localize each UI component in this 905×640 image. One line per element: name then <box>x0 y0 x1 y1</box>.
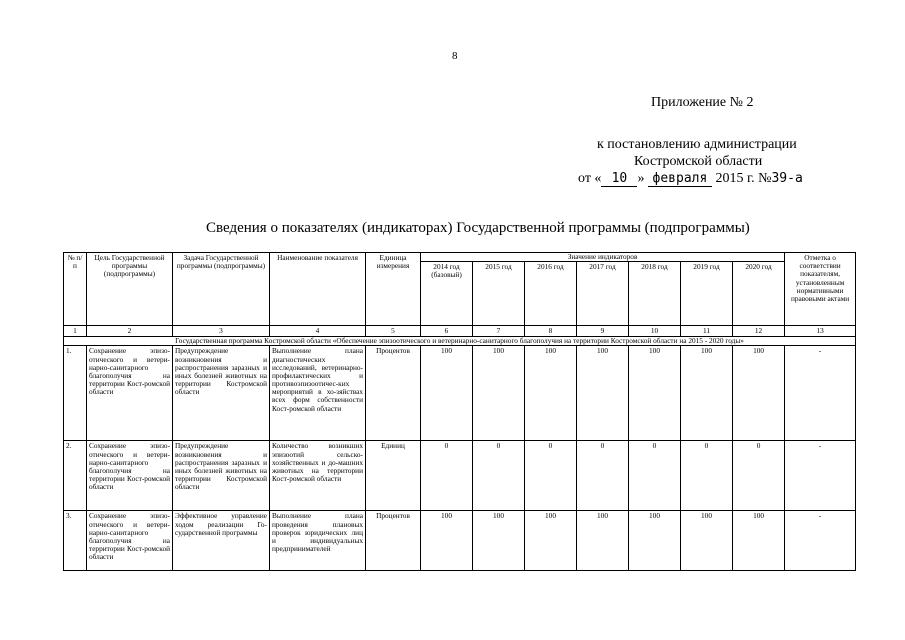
row-num: 1. <box>64 346 87 441</box>
column-number: 6 <box>421 326 473 337</box>
row-value: 100 <box>681 511 733 571</box>
row-value: 0 <box>577 441 629 511</box>
header-task: Задача Государственной программы (подпрограммы) <box>173 253 270 326</box>
header-year: 2018 год <box>629 262 681 326</box>
row-unit: Единиц <box>366 441 421 511</box>
row-value: 100 <box>525 346 577 441</box>
row-task: Эффективное управление ходом реализации Го-сударственной программы <box>173 511 270 571</box>
header-year: 2014 год (базовый) <box>421 262 473 326</box>
row-value: 100 <box>421 511 473 571</box>
row-task: Предупреждение возникновения и распространения заразных и иных болезней животных на территории Костромской области <box>173 346 270 441</box>
column-number: 1 <box>64 326 87 337</box>
row-mark: - <box>785 346 856 441</box>
column-number: 4 <box>270 326 366 337</box>
table-row <box>64 346 856 441</box>
header-year: 2020 год <box>733 262 785 326</box>
row-value: 100 <box>473 346 525 441</box>
decree-line-1: к постановлению администрации <box>597 137 797 152</box>
header-values-group: Значение индикаторов <box>421 253 785 262</box>
row-value: 100 <box>733 511 785 571</box>
row-indicator: Выполнение плана диагностических исследований, ветеринарно-профилактических и противоэпизоотичес-ких мероприятий в хо-зяйствах всех форм собственности Кост-ромской области <box>270 346 366 441</box>
date-mid: » <box>637 171 645 186</box>
row-mark: - <box>785 441 856 511</box>
decree-year: 2015 г. № <box>715 171 772 186</box>
header-year: 2019 год <box>681 262 733 326</box>
row-value: 100 <box>421 346 473 441</box>
row-task: Предупреждение возникновения и распространения заразных и иных болезней животных на территории Костромской области <box>173 441 270 511</box>
column-number: 2 <box>87 326 173 337</box>
header-year: 2016 год <box>525 262 577 326</box>
row-indicator: Выполнение плана проведения плановых проверок юридических лиц и индивидуальных предпринимателей <box>270 511 366 571</box>
indicators-table <box>63 252 856 571</box>
header-year: 2015 год <box>473 262 525 326</box>
program-row <box>64 337 856 346</box>
header-goal: Цель Государственной программы (подпрограммы) <box>87 253 173 326</box>
row-value: 0 <box>733 441 785 511</box>
header-mark: Отметка о соответствии показателям, установленным нормативными правовыми актами <box>785 253 856 326</box>
header-unit: Единица измерения <box>366 253 421 326</box>
header-num: № п/п <box>64 253 87 326</box>
row-value: 0 <box>473 441 525 511</box>
row-value: 100 <box>525 511 577 571</box>
column-number: 3 <box>173 326 270 337</box>
page-number: 8 <box>452 50 458 62</box>
row-indicator: Количество возникших эпизоотий сельско-хозяйственных и до-машних животных на территории Кост-ромской области <box>270 441 366 511</box>
row-value: 100 <box>629 346 681 441</box>
decree-number: 39-а <box>771 171 803 186</box>
column-number: 5 <box>366 326 421 337</box>
column-number: 13 <box>785 326 856 337</box>
row-value: 0 <box>681 441 733 511</box>
row-value: 100 <box>473 511 525 571</box>
decree-day: 10 <box>601 171 637 187</box>
row-unit: Процентов <box>366 511 421 571</box>
row-value: 100 <box>577 511 629 571</box>
row-value: 0 <box>421 441 473 511</box>
decree-date-line <box>578 171 803 187</box>
row-mark: - <box>785 511 856 571</box>
row-num: 2. <box>64 441 87 511</box>
row-num: 3. <box>64 511 87 571</box>
decree-line-2: Костромской области <box>634 154 763 169</box>
column-number: 8 <box>525 326 577 337</box>
row-unit: Процентов <box>366 346 421 441</box>
row-value: 100 <box>733 346 785 441</box>
column-number: 12 <box>733 326 785 337</box>
row-value: 0 <box>629 441 681 511</box>
column-number: 10 <box>629 326 681 337</box>
row-value: 100 <box>681 346 733 441</box>
column-number: 9 <box>577 326 629 337</box>
header-indicator: Наименование показателя <box>270 253 366 326</box>
row-value: 100 <box>577 346 629 441</box>
table-row <box>64 511 856 571</box>
row-goal: Сохранение эпизо-отического и ветери-нарно-санитарного благополучия на территории Кост-ромской области <box>87 346 173 441</box>
column-numbers-row <box>64 326 856 337</box>
document-title: Сведения о показателях (индикаторах) Государственной программы (подпрограммы) <box>206 220 750 236</box>
header-year: 2017 год <box>577 262 629 326</box>
decree-month: февраля <box>648 171 712 187</box>
date-prefix: от « <box>578 171 602 186</box>
row-value: 0 <box>525 441 577 511</box>
appendix-title: Приложение № 2 <box>651 95 754 110</box>
row-goal: Сохранение эпизо-отического и ветери-нарно-санитарного благополучия на территории Кост-ромской области <box>87 511 173 571</box>
program-title: Государственная программа Костромской области «Обеспечение эпизоотического и ветеринарно-санитарного благополучия на территории Костромской области на 2015 - 2020 годы» <box>64 337 856 346</box>
row-goal: Сохранение эпизо-отического и ветери-нарно-санитарного благополучия на территории Кост-ромской области <box>87 441 173 511</box>
header-row <box>64 253 856 262</box>
row-value: 100 <box>629 511 681 571</box>
table-row <box>64 441 856 511</box>
column-number: 7 <box>473 326 525 337</box>
column-number: 11 <box>681 326 733 337</box>
